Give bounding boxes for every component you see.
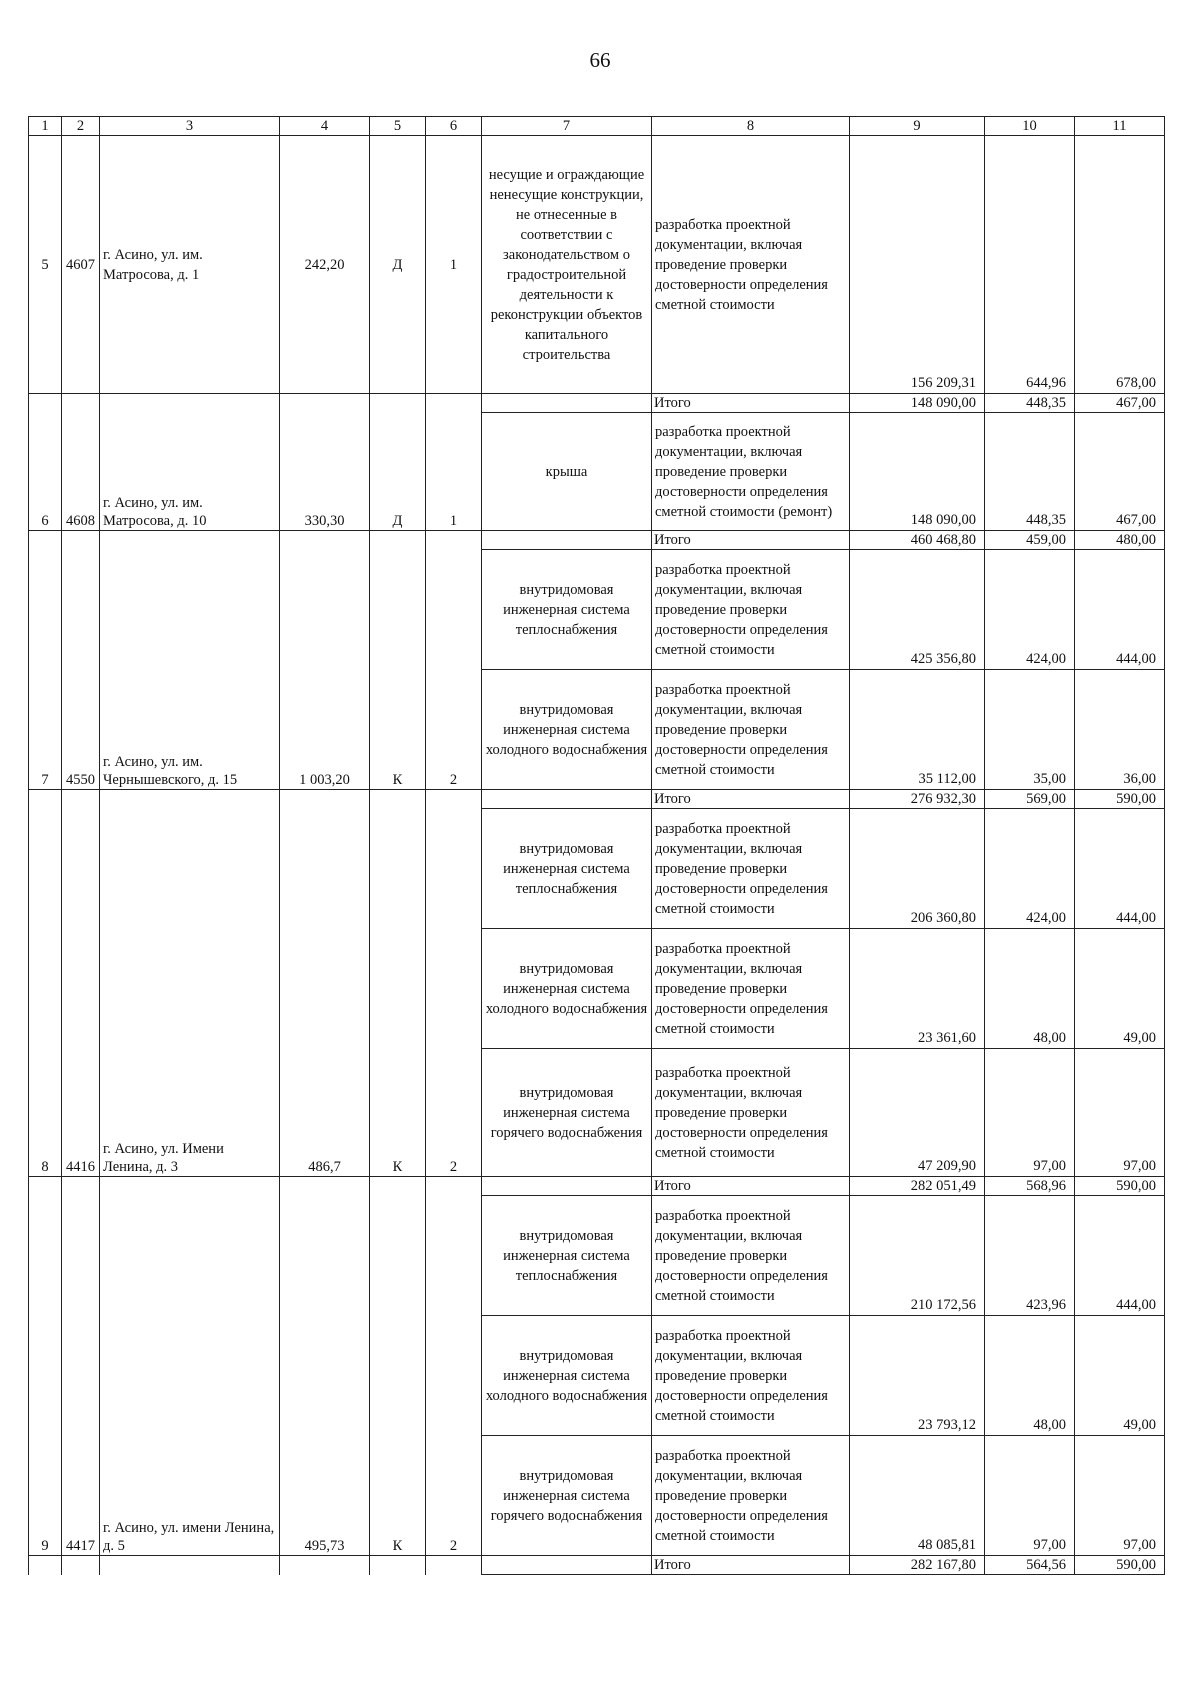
total-unit-cost: 564,56	[985, 1556, 1075, 1575]
empty-cell	[482, 531, 652, 550]
total-label: Итого	[652, 1177, 850, 1196]
empty-cell	[482, 1556, 652, 1575]
house-address: г. Асино, ул. имени Ленина, д. 5	[100, 1177, 280, 1556]
work-type: разработка проектной документации, включая проведение проверки достоверности определения сметной стоимости	[652, 929, 850, 1049]
empty-cell	[370, 1556, 426, 1575]
cost-value: 23 361,60	[850, 929, 985, 1049]
total-label: Итого	[652, 531, 850, 550]
limit-cost-value: 444,00	[1075, 550, 1165, 670]
column-number: 3	[100, 117, 280, 136]
limit-cost-value: 678,00	[1075, 136, 1165, 394]
house-area: 486,7	[280, 790, 370, 1177]
house-area: 495,73	[280, 1177, 370, 1556]
total-label: Итого	[652, 790, 850, 809]
total-label: Итого	[652, 1556, 850, 1575]
empty-cell	[100, 1556, 280, 1575]
house-count: 2	[426, 1177, 482, 1556]
unit-cost-value: 448,35	[985, 413, 1075, 531]
page-number: 66	[589, 48, 611, 72]
unit-cost-value: 644,96	[985, 136, 1075, 394]
column-number: 9	[850, 117, 985, 136]
limit-cost-value: 444,00	[1075, 809, 1165, 929]
limit-cost-value: 49,00	[1075, 1316, 1165, 1436]
work-type: разработка проектной документации, включая проведение проверки достоверности определения сметной стоимости	[652, 136, 850, 394]
repair-element: внутридомовая инженерная система теплоснабжения	[482, 809, 652, 929]
unit-cost-value: 48,00	[985, 929, 1075, 1049]
work-type: разработка проектной документации, включая проведение проверки достоверности определения сметной стоимости	[652, 809, 850, 929]
work-type: разработка проектной документации, включая проведение проверки достоверности определения сметной стоимости	[652, 1316, 850, 1436]
unit-cost-value: 48,00	[985, 1316, 1075, 1436]
house-count: 1	[426, 136, 482, 394]
unit-cost-value: 97,00	[985, 1436, 1075, 1556]
house-area: 242,20	[280, 136, 370, 394]
work-type: разработка проектной документации, включая проведение проверки достоверности определения сметной стоимости	[652, 1049, 850, 1177]
total-limit-cost: 590,00	[1075, 1556, 1165, 1575]
table-row	[29, 136, 1165, 394]
empty-cell	[62, 1556, 100, 1575]
cost-value: 210 172,56	[850, 1196, 985, 1316]
repair-element: крыша	[482, 413, 652, 531]
total-limit-cost: 467,00	[1075, 394, 1165, 413]
column-number: 5	[370, 117, 426, 136]
column-number: 4	[280, 117, 370, 136]
house-count: 2	[426, 531, 482, 790]
cost-value: 148 090,00	[850, 413, 985, 531]
total-unit-cost: 448,35	[985, 394, 1075, 413]
total-cost: 282 051,49	[850, 1177, 985, 1196]
empty-cell	[482, 790, 652, 809]
column-number-row	[29, 117, 1165, 136]
limit-cost-value: 444,00	[1075, 1196, 1165, 1316]
repair-element: внутридомовая инженерная система холодного водоснабжения	[482, 1316, 652, 1436]
empty-cell	[280, 1556, 370, 1575]
unit-cost-value: 35,00	[985, 670, 1075, 790]
total-row	[29, 1177, 1165, 1196]
column-number: 10	[985, 117, 1075, 136]
work-type: разработка проектной документации, включая проведение проверки достоверности определения сметной стоимости	[652, 670, 850, 790]
row-number: 6	[29, 394, 62, 531]
empty-cell	[482, 394, 652, 413]
house-type: К	[370, 790, 426, 1177]
house-count: 1	[426, 394, 482, 531]
repair-element: внутридомовая инженерная система горячего водоснабжения	[482, 1436, 652, 1556]
house-code: 4608	[62, 394, 100, 531]
cost-value: 23 793,12	[850, 1316, 985, 1436]
cost-value: 206 360,80	[850, 809, 985, 929]
total-row	[29, 790, 1165, 809]
empty-cell	[426, 1556, 482, 1575]
row-number: 8	[29, 790, 62, 1177]
house-code: 4607	[62, 136, 100, 394]
house-code: 4416	[62, 790, 100, 1177]
total-cost: 460 468,80	[850, 531, 985, 550]
total-limit-cost: 480,00	[1075, 531, 1165, 550]
cost-value: 48 085,81	[850, 1436, 985, 1556]
capital-repair-table	[28, 116, 1165, 1575]
empty-cell	[482, 1177, 652, 1196]
repair-element: несущие и ограждающие ненесущие конструкции, не отнесенные в соответствии с законодательством о градостроительной деятельности к реконструкции объектов капитального строительства	[482, 136, 652, 394]
total-unit-cost: 569,00	[985, 790, 1075, 809]
work-type: разработка проектной документации, включая проведение проверки достоверности определения сметной стоимости	[652, 1436, 850, 1556]
house-area: 1 003,20	[280, 531, 370, 790]
limit-cost-value: 467,00	[1075, 413, 1165, 531]
total-limit-cost: 590,00	[1075, 1177, 1165, 1196]
house-address: г. Асино, ул. Имени Ленина, д. 3	[100, 790, 280, 1177]
repair-element: внутридомовая инженерная система теплоснабжения	[482, 1196, 652, 1316]
repair-element: внутридомовая инженерная система теплоснабжения	[482, 550, 652, 670]
column-number: 11	[1075, 117, 1165, 136]
column-number: 1	[29, 117, 62, 136]
work-type: разработка проектной документации, включая проведение проверки достоверности определения сметной стоимости (ремонт)	[652, 413, 850, 531]
total-label: Итого	[652, 394, 850, 413]
house-type: К	[370, 1177, 426, 1556]
limit-cost-value: 49,00	[1075, 929, 1165, 1049]
empty-cell	[29, 1556, 62, 1575]
limit-cost-value: 97,00	[1075, 1049, 1165, 1177]
column-number: 6	[426, 117, 482, 136]
column-number: 2	[62, 117, 100, 136]
total-unit-cost: 459,00	[985, 531, 1075, 550]
work-type: разработка проектной документации, включая проведение проверки достоверности определения сметной стоимости	[652, 1196, 850, 1316]
unit-cost-value: 424,00	[985, 809, 1075, 929]
total-unit-cost: 568,96	[985, 1177, 1075, 1196]
column-number: 7	[482, 117, 652, 136]
house-count: 2	[426, 790, 482, 1177]
house-address: г. Асино, ул. им. Чернышевского, д. 15	[100, 531, 280, 790]
unit-cost-value: 424,00	[985, 550, 1075, 670]
unit-cost-value: 97,00	[985, 1049, 1075, 1177]
house-address: г. Асино, ул. им. Матросова, д. 1	[100, 136, 280, 394]
limit-cost-value: 36,00	[1075, 670, 1165, 790]
row-number: 7	[29, 531, 62, 790]
unit-cost-value: 423,96	[985, 1196, 1075, 1316]
cost-value: 35 112,00	[850, 670, 985, 790]
total-cost: 276 932,30	[850, 790, 985, 809]
total-row	[29, 1556, 1165, 1575]
house-area: 330,30	[280, 394, 370, 531]
repair-element: внутридомовая инженерная система холодного водоснабжения	[482, 929, 652, 1049]
house-address: г. Асино, ул. им. Матросова, д. 10	[100, 394, 280, 531]
cost-value: 156 209,31	[850, 136, 985, 394]
row-number: 9	[29, 1177, 62, 1556]
house-code: 4417	[62, 1177, 100, 1556]
cost-value: 425 356,80	[850, 550, 985, 670]
total-row	[29, 394, 1165, 413]
total-cost: 148 090,00	[850, 394, 985, 413]
cost-value: 47 209,90	[850, 1049, 985, 1177]
house-code: 4550	[62, 531, 100, 790]
house-type: Д	[370, 136, 426, 394]
repair-element: внутридомовая инженерная система холодного водоснабжения	[482, 670, 652, 790]
row-number: 5	[29, 136, 62, 394]
total-cost: 282 167,80	[850, 1556, 985, 1575]
total-row	[29, 531, 1165, 550]
column-number: 8	[652, 117, 850, 136]
work-type: разработка проектной документации, включая проведение проверки достоверности определения сметной стоимости	[652, 550, 850, 670]
house-type: К	[370, 531, 426, 790]
total-limit-cost: 590,00	[1075, 790, 1165, 809]
limit-cost-value: 97,00	[1075, 1436, 1165, 1556]
repair-element: внутридомовая инженерная система горячего водоснабжения	[482, 1049, 652, 1177]
house-type: Д	[370, 394, 426, 531]
